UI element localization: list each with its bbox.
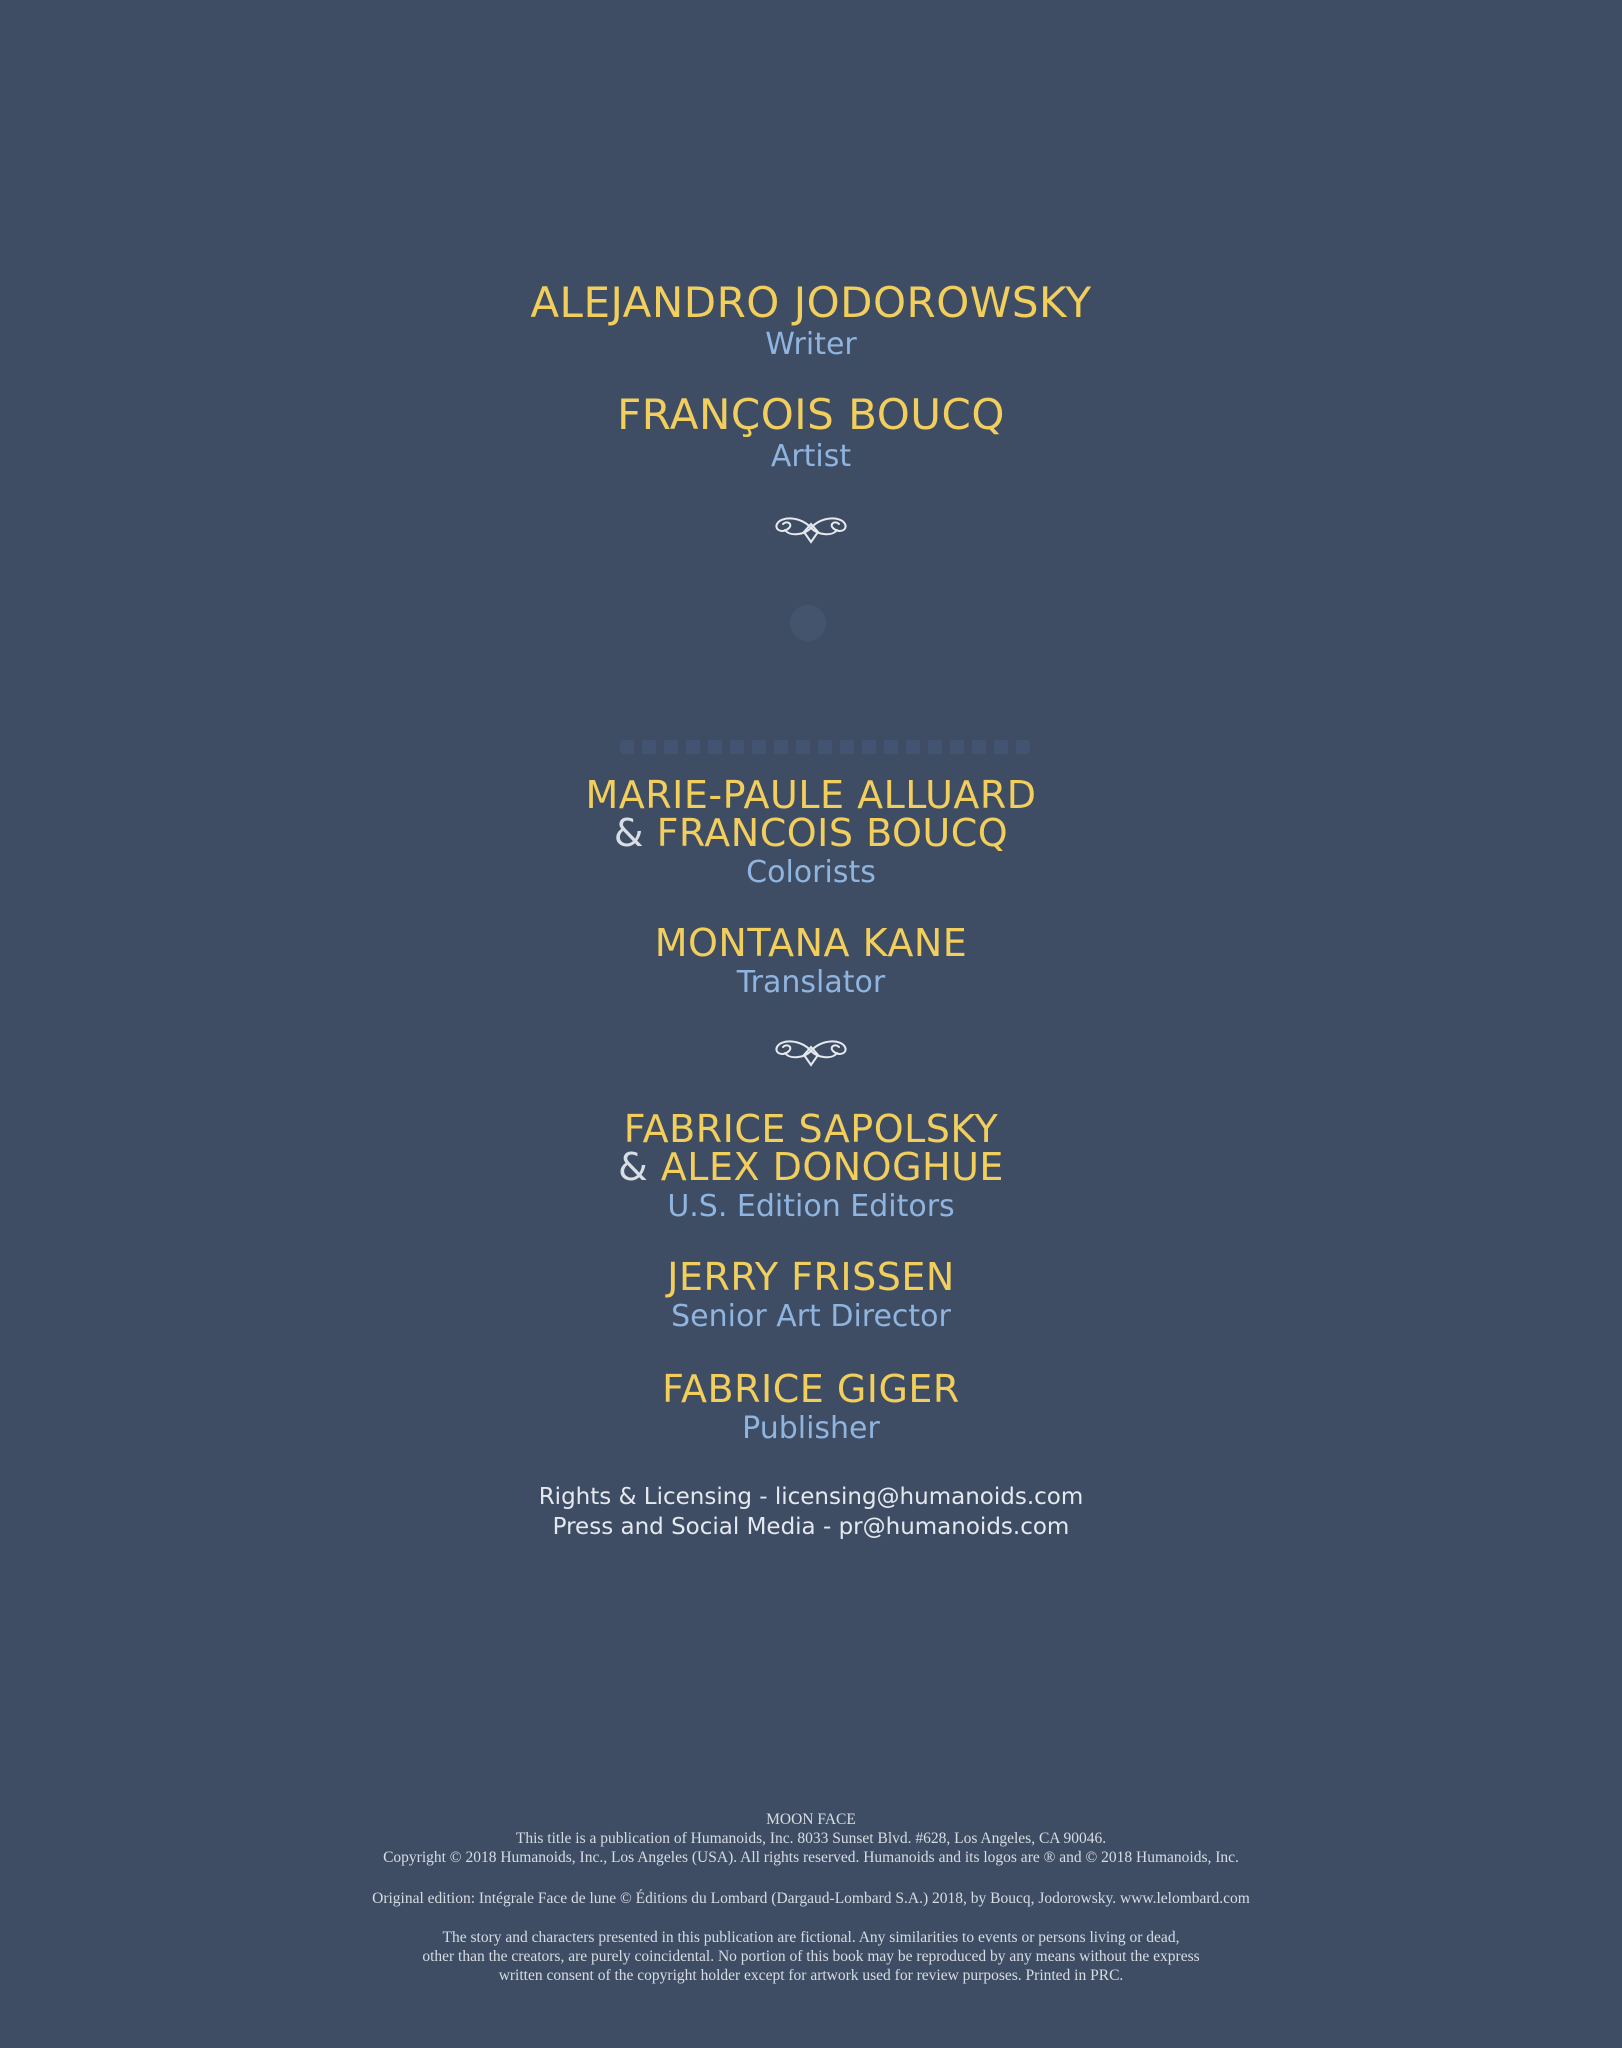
credit-colorists [0,773,1622,890]
faint-mark [790,605,826,641]
disclaimer-line-2: other than the creators, are purely coincidental. No portion of this book may be reproduced by any means without the express [422,1948,1200,1965]
colorists-role: Colorists [746,855,876,890]
credit-publisher [0,1367,1622,1446]
faint-divider [620,740,1030,754]
credit-editors [0,1107,1622,1224]
artist-name: FRANÇOIS BOUCQ [617,390,1005,439]
original-edition: Original edition: Intégrale Face de lune © Éditions du Lombard (Dargaud-Lombard S.A.) 2018, by Boucq, Jodorowsky. www.lelombard.com [372,1890,1250,1907]
publisher-role: Publisher [742,1411,880,1446]
writer-role: Writer [765,327,857,362]
ampersand: & [618,1145,649,1189]
publisher-address: This title is a publication of Humanoids, Inc. 8033 Sunset Blvd. #628, Los Angeles, CA 90046. [515,1830,1107,1847]
legal-block [0,1810,1622,1867]
editors-role: U.S. Edition Editors [667,1189,955,1224]
colorists-name-line1: MARIE-PAULE ALLUARD [585,773,1037,817]
credit-writer [0,278,1622,362]
book-title: MOON FACE [766,1811,856,1828]
ampersand: & [613,811,644,855]
credit-artist [0,390,1622,474]
original-edition-block [0,1889,1622,1908]
rights-contact: Rights & Licensing - licensing@humanoids.com [538,1484,1084,1510]
art-director-name: JERRY FRISSEN [667,1255,955,1299]
copyright-line: Copyright © 2018 Humanoids, Inc., Los Angeles (USA). All rights reserved. Humanoids and its logos are ® and © 2018 Humanoids, Inc. [383,1849,1239,1866]
colorists-name-line2: FRANCOIS BOUCQ [644,811,1009,855]
editors-name-line1: FABRICE SAPOLSKY [623,1107,999,1151]
publisher-name: FABRICE GIGER [662,1367,960,1411]
disclaimer-block [0,1928,1622,1985]
disclaimer-line-3: written consent of the copyright holder except for artwork used for review purposes. Printed in PRC. [498,1967,1124,1984]
art-director-role: Senior Art Director [671,1299,951,1334]
contact-info [0,1482,1622,1542]
translator-name: MONTANA KANE [654,921,968,965]
credit-translator [0,921,1622,1000]
disclaimer-line-1: The story and characters presented in this publication are fictional. Any similarities to events or persons living or dead, [442,1929,1180,1946]
translator-role: Translator [736,965,886,1000]
artist-role: Artist [770,439,852,474]
editors-name-line2: ALEX DONOGHUE [648,1145,1004,1189]
press-contact: Press and Social Media - pr@humanoids.com [552,1514,1070,1540]
credit-art-director [0,1255,1622,1334]
flourish-ornament-icon [771,510,851,546]
colorists-name-line2-wrap [0,811,1622,855]
writer-name: ALEJANDRO JODOROWSKY [530,278,1092,327]
editors-name-line2-wrap [0,1145,1622,1189]
flourish-ornament-icon [771,1033,851,1069]
